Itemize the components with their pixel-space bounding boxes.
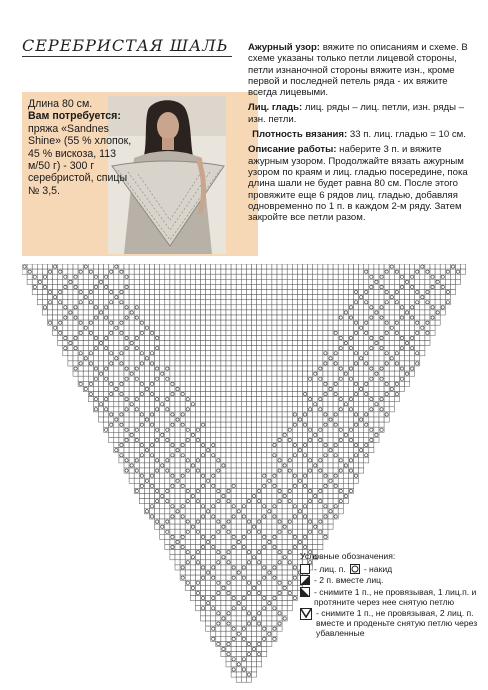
stockinette-label: Лиц. гладь: xyxy=(248,102,303,114)
cdd-symbol-icon xyxy=(300,608,312,620)
legend xyxy=(300,551,480,640)
legend-ssk: - снимите 1 п., не провязывая, 1 лиц.п. и протяните через нее снятую петлю xyxy=(314,586,477,607)
materials-label: Вам потребуется: xyxy=(28,110,121,123)
page-title: СЕРЕБРИСТАЯ ШАЛЬ xyxy=(22,36,229,55)
openwork-text: вяжите по описаниям и схеме. В схеме указаны только петли лицевой стороны, петли изнаночной стороны вяжите изн., кроме первой и последней петель ряда - их вяжите всегда лицевыми. xyxy=(248,42,468,99)
length-text: Длина 80 см. xyxy=(28,98,93,110)
pattern-description xyxy=(248,42,470,227)
title-underline xyxy=(22,56,232,57)
openwork-label: Ажурный узор: xyxy=(248,42,321,53)
density-text: 33 п. лиц. гладью = 10 см. xyxy=(349,129,466,141)
legend-title: Условные обозначения: xyxy=(300,551,396,561)
yarn-over-symbol-icon xyxy=(350,564,360,574)
k2tog-symbol-icon xyxy=(300,575,310,585)
info-text xyxy=(28,98,136,197)
knit-symbol-icon xyxy=(300,564,310,574)
description-text: наберите 3 п. и вяжите ажурным узором. Продолжайте вязать ажурным узором по краям и лиц. гладью посередине, пока длина шали не будет равна 80 см. После этого провяжите еще 6 рядов лиц. гладью, добавляя одновременно по 1 п. в каждом 2-м ряду. Затем закройте все петли разом. xyxy=(248,144,468,224)
legend-knit: - лиц. п. xyxy=(314,564,346,575)
stockinette-text: лиц. ряды – лиц. петли, изн. ряды – изн. петли. xyxy=(248,102,465,125)
legend-k2tog: - 2 п. вместе лиц. xyxy=(314,575,384,586)
legend-cdd: - снимите 1 п., не провязывая, 2 лиц. п. вместе и проденьте снятую петлю через убавленные xyxy=(316,608,478,639)
ssk-symbol-icon xyxy=(300,587,310,597)
density-label: Плотность вязания: xyxy=(252,129,348,141)
materials-text: пряжа «Sandnes Shine» (55 % хлопок, 45 % вискоза, 113 м/50 г) - 300 г серебристой, спицы № 3,5. xyxy=(28,122,132,197)
legend-yarn-over: - накид xyxy=(363,564,393,575)
description-label: Описание работы: xyxy=(248,144,337,156)
